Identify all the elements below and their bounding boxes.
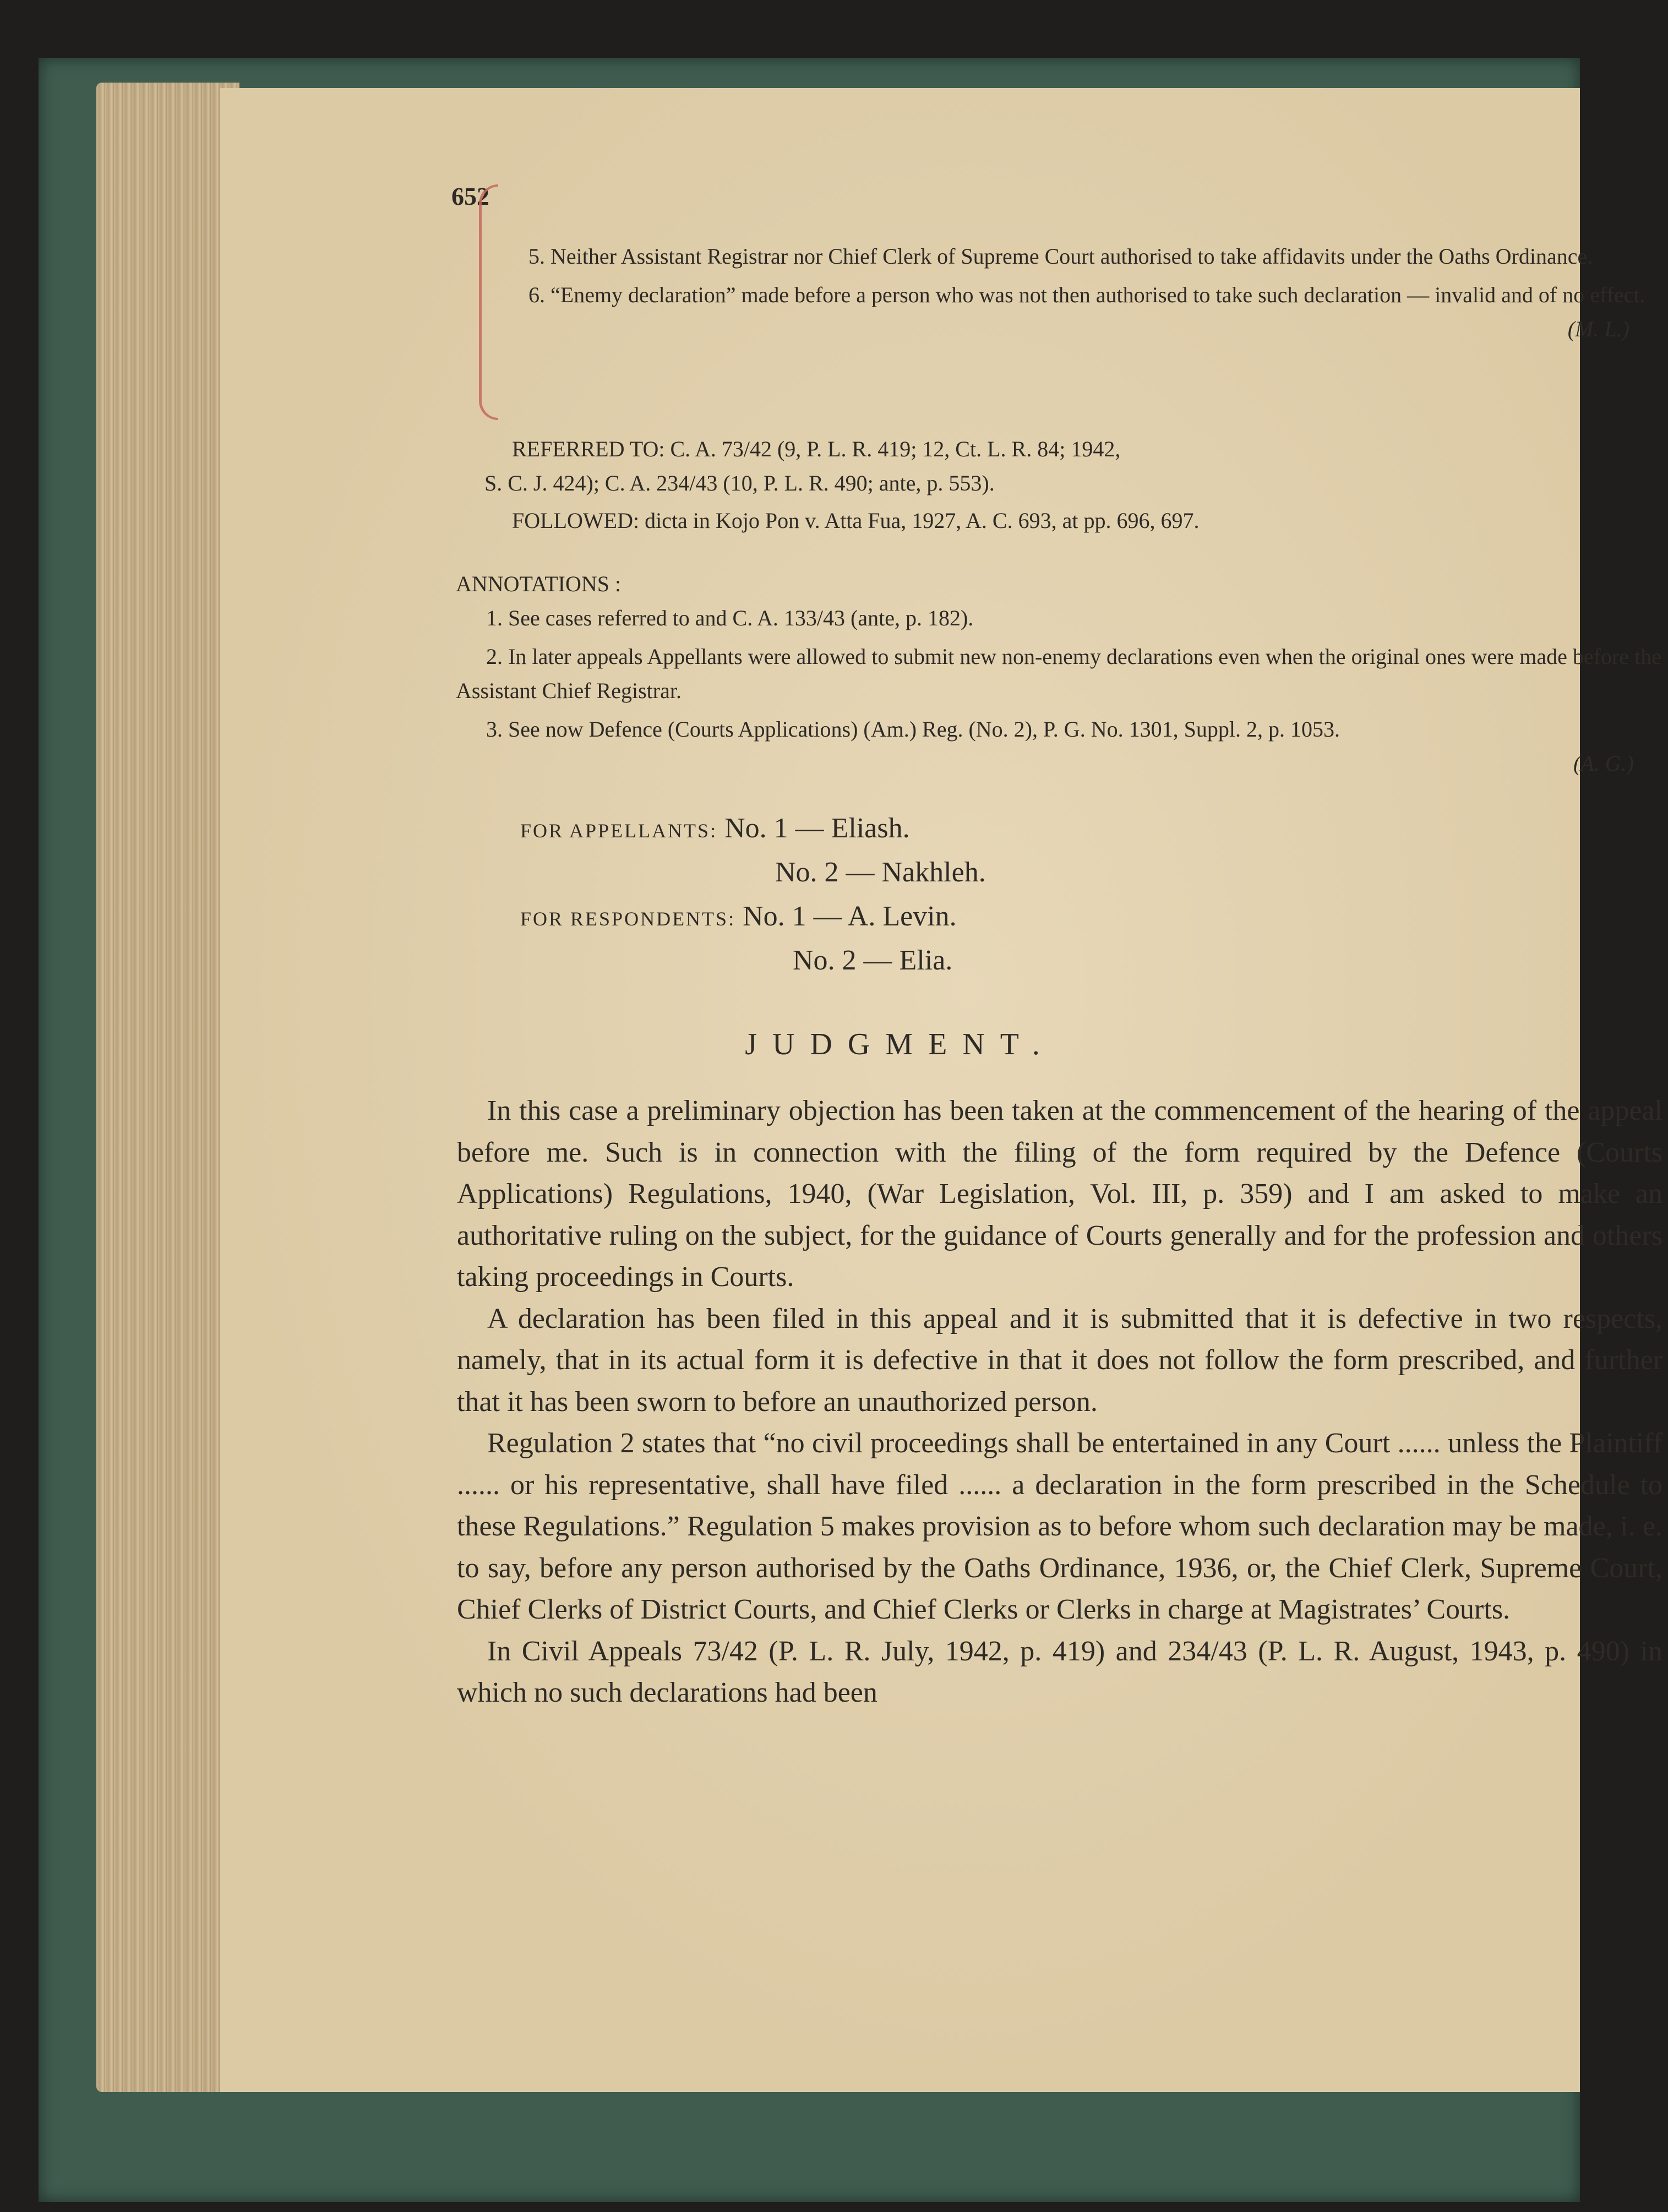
respondent-1: No. 1 — A. Levin.: [743, 901, 957, 932]
paragraph-4: In Civil Appeals 73/42 (P. L. R. July, 1942, p. 419) and 234/43 (P. L. R. August, 1943, p. 490) in which no such declarations had been: [457, 1635, 1662, 1708]
judgment-title: JUDGMENT.: [745, 1027, 1055, 1061]
appellant-2-row: [775, 851, 986, 895]
red-pencil-bracket: [479, 184, 498, 420]
annotation-initials: (A. G.): [1573, 751, 1634, 776]
appellant-2: No. 2 — Nakhleh.: [775, 857, 986, 888]
counsel-respondents: [520, 895, 957, 941]
paragraph-3: Regulation 2 states that “no civil proceedings shall be entertained in any Court ...... unless the Plaintiff ...... or his representative, shall have filed ...... a declaration in the form prescribed in the Schedule to these Regulations.” Regulation 5 makes provision as to before whom such declaration may be made, i. e. to say, before any person authorised by the Oaths Ordinance, 1936, or, the Chief Clerk, Supreme Court, Chief Clerks of District Courts, and Chief Clerks or Clerks in charge at Magistrates’ Courts.: [457, 1428, 1662, 1625]
headnote-5: 5. Neither Assistant Registrar nor Chief Clerk of Supreme Court authorised to take affidavits under the Oaths Ordinance.: [528, 244, 1593, 269]
appellants-label: FOR APPELLANTS:: [520, 820, 718, 842]
referred-to-text-1: C. A. 73/42 (9, P. L. R. 419; 12, Ct. L. R. 84; 1942,: [670, 437, 1121, 461]
paragraph-2: A declaration has been filed in this appeal and it is submitted that it is defective in two respects, namely, that in its actual form it is defective in that it does not follow the form prescribed, and further that it has been sworn to before an unauthorized person.: [457, 1303, 1662, 1418]
followed-label: FOLLOWED:: [512, 508, 640, 533]
annotations-heading: ANNOTATIONS :: [456, 571, 622, 596]
annotation-1: 1. See cases referred to and C. A. 133/43 (ante, p. 182).: [486, 606, 974, 630]
respondents-label: FOR RESPONDENTS:: [520, 908, 736, 930]
judgment-body: [457, 1090, 1662, 1714]
page-edges: [96, 83, 239, 2092]
book-page: [220, 88, 1662, 2092]
page-number: 652: [451, 182, 489, 210]
referred-to-label: REFERRED TO:: [512, 437, 665, 461]
annotation-3: 3. See now Defence (Courts Applications) (Am.) Reg. (No. 2), P. G. No. 1301, Suppl. 2, p. 1053.: [486, 717, 1340, 742]
respondent-2-row: [793, 939, 952, 983]
referred-to-text-2: S. C. J. 424); C. A. 234/43 (10, P. L. R. 490; ante, p. 553).: [484, 471, 995, 495]
followed-text: dicta in Kojo Pon v. Atta Fua, 1927, A. C. 693, at pp. 696, 697.: [645, 508, 1200, 533]
headnote-initials: (M. L.): [1567, 317, 1629, 341]
paragraph-1: In this case a preliminary objection has been taken at the commencement of the hearing of the appeal before me. Such is in connection with the filing of the form required by the Defence (Courts Applications) Regulations, 1940, (War Legislation, Vol. III, p. 359) and I am asked to make an authoritative ruling on the subject, for the guidance of Courts generally and for the profession and others taking proceedings in Courts.: [457, 1095, 1662, 1293]
referred-to: [484, 432, 1668, 538]
annotations: [456, 567, 1661, 781]
appellant-1: No. 1 — Eliash.: [724, 813, 910, 844]
headnote-6: 6. “Enemy declaration” made before a person who was not then authorised to take such declaration — invalid and of no effect.: [528, 282, 1645, 307]
respondent-2: No. 2 — Elia.: [793, 945, 953, 976]
annotation-2: 2. In later appeals Appellants were allowed to submit new non-enemy declarations even when the original ones were made before the Assistant Chief Registrar.: [456, 644, 1661, 703]
counsel-appellants: [520, 807, 910, 853]
headnotes: [528, 239, 1657, 346]
